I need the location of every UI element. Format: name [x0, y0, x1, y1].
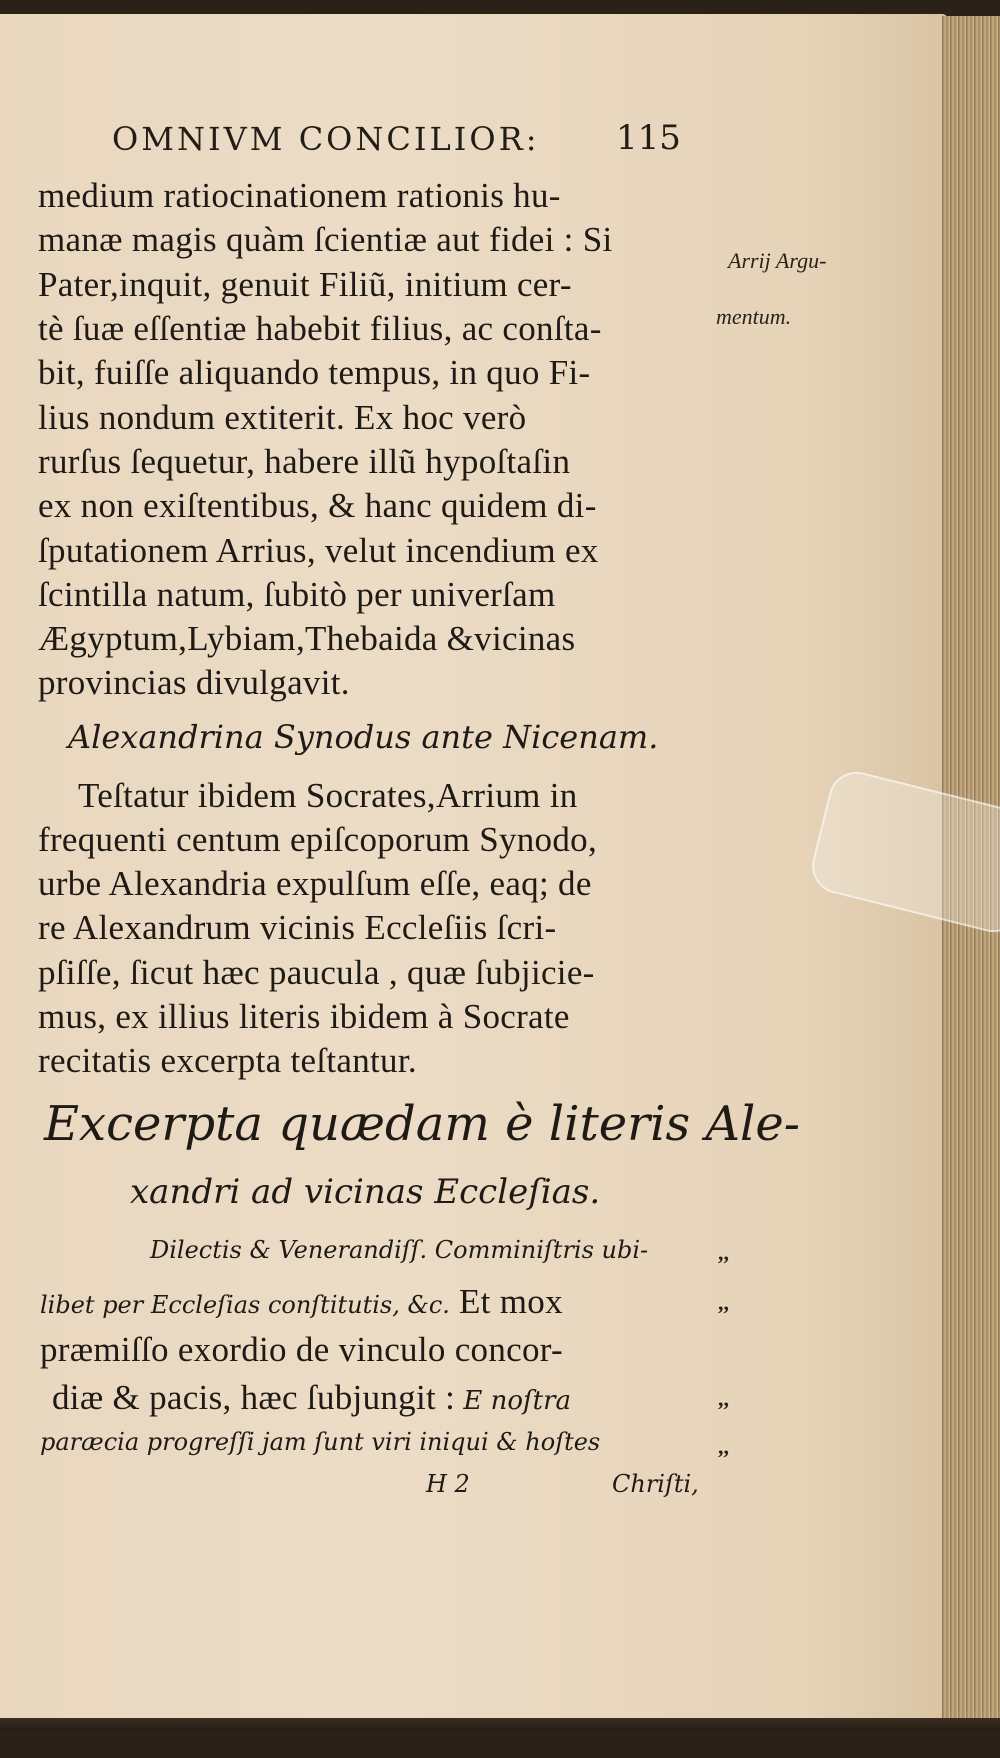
- quote-line: [52, 1378, 571, 1418]
- section-subheading: Alexandrina Synodus ante Nicenam.: [68, 718, 659, 756]
- quote-line: præmiſſo exordio de vinculo concor-: [40, 1330, 564, 1369]
- catchword: Chriſti,: [612, 1470, 699, 1498]
- quote-line: Dilectis & Venerandiſſ. Comminiſtris ubi-: [150, 1236, 649, 1264]
- quote-italic: E noſtra: [455, 1386, 572, 1416]
- text-line: medium ratiocinationem rationis hu-: [38, 176, 561, 215]
- text-line: Pater,inquit, genuit Filiũ, initium cer-: [38, 265, 572, 304]
- quote-roman: Et mox: [449, 1282, 563, 1321]
- text-line: provincias divulgavit.: [38, 663, 350, 702]
- text-line: urbe Alexandria expulſum eſſe, eaq; de: [38, 864, 592, 903]
- marginal-note-line: Arrij Argu-: [728, 248, 827, 273]
- running-head: OMNIVM CONCILIOR:: [112, 120, 540, 158]
- quote-line: paræcia progreſſi jam ſunt viri iniqui & hoſtes: [40, 1428, 601, 1456]
- excerpt-heading-line-1: Excerpta quædam è literis Ale-: [44, 1096, 800, 1152]
- excerpt-heading-line-2: xandri ad vicinas Eccleſias.: [130, 1172, 601, 1212]
- text-line: recitatis excerpta teſtantur.: [38, 1041, 417, 1080]
- text-line: re Alexandrum vicinis Eccleſiis ſcri-: [38, 908, 557, 947]
- text-line: lius nondum extiterit. Ex hoc verò: [38, 398, 527, 437]
- text-line: mus, ex illius literis ibidem à Socrate: [38, 997, 570, 1036]
- signature-mark: H 2: [426, 1470, 470, 1498]
- text-line: manæ magis quàm ſcientiæ aut fidei : Si: [38, 220, 613, 259]
- quote-roman: diæ & pacis, hæc ſubjungit :: [52, 1378, 456, 1417]
- text-line: ex non exiſtentibus, & hanc quidem di-: [38, 486, 597, 525]
- background: [0, 1730, 1000, 1758]
- quote-mark: ,,: [718, 1386, 729, 1411]
- text-line: pſiſſe, ſicut hæc paucula , quæ ſubjicie-: [38, 953, 595, 992]
- text-line: bit, fuiſſe aliquando tempus, in quo Fi-: [38, 353, 591, 392]
- quote-mark: ,,: [718, 1434, 729, 1459]
- text-line: Ægyptum,Lybiam,Thebaida &vicinas: [38, 619, 576, 658]
- text-line: tè ſuæ eſſentiæ habebit filius, ac conſta-: [38, 309, 602, 348]
- quote-line: [40, 1282, 563, 1322]
- quote-italic: libet per Eccleſias conſtitutis, &c.: [40, 1291, 450, 1319]
- text-line: rurſus ſequetur, habere illũ hypoſtaſin: [38, 442, 571, 481]
- text-line: ſputationem Arrius, velut incendium ex: [38, 531, 599, 570]
- page-number: 115: [616, 118, 681, 158]
- quote-mark: ,,: [718, 1290, 729, 1315]
- text-line: ſcintilla natum, ſubitò per univerſam: [38, 575, 556, 614]
- quote-mark: ,,: [718, 1240, 729, 1265]
- text-line: Teſtatur ibidem Socrates,Arrium in: [78, 776, 578, 815]
- text-line: frequenti centum epiſcoporum Synodo,: [38, 820, 598, 859]
- marginal-note-line: mentum.: [716, 304, 792, 329]
